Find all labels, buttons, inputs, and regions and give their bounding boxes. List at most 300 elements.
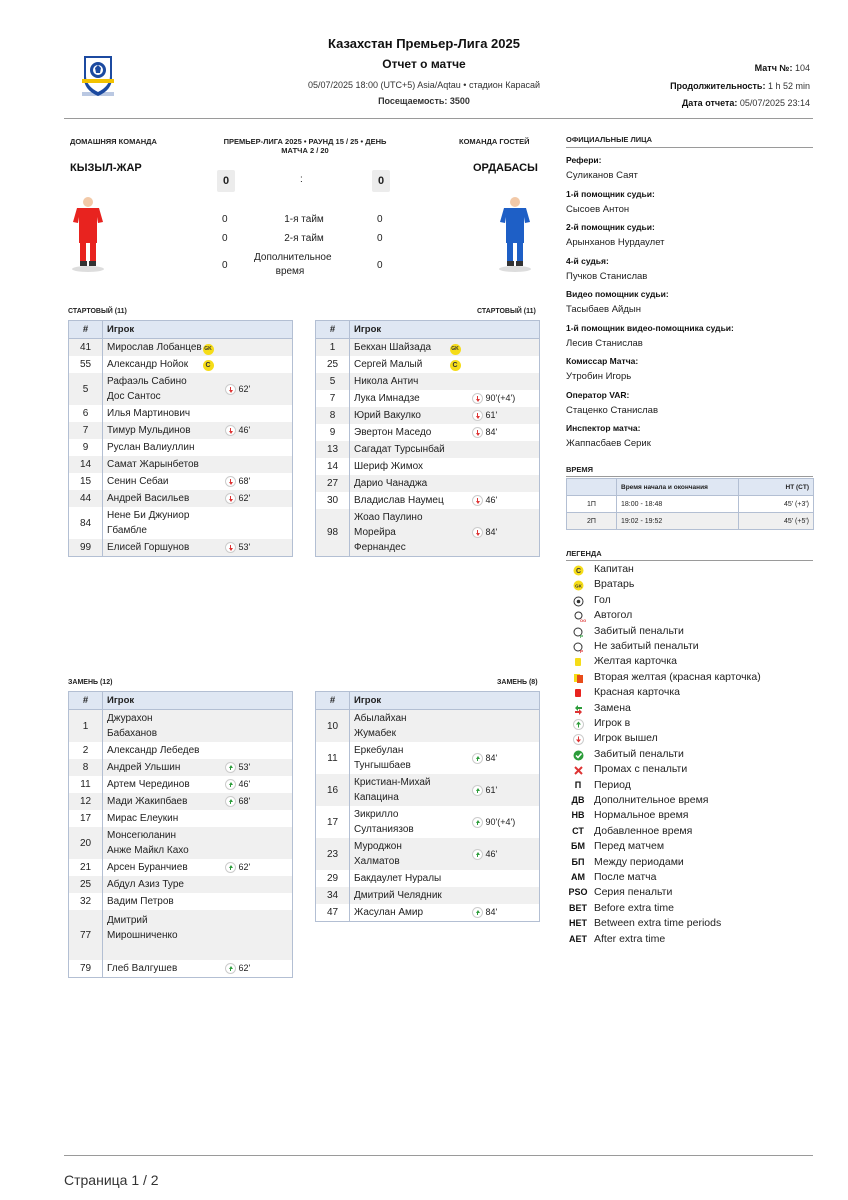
player-row <box>69 356 293 373</box>
captain-icon: C <box>450 360 461 371</box>
player-out-icon <box>472 495 483 506</box>
match-number: Матч №: 104 <box>754 63 810 73</box>
player-row <box>69 893 293 910</box>
player-in-icon <box>568 719 588 732</box>
legend-label: Промах с пенальти <box>594 763 688 776</box>
player-name: Елисей Горшунов <box>103 539 203 557</box>
player-row <box>69 422 293 439</box>
player-row <box>69 876 293 893</box>
legend-abbr: П <box>574 779 582 790</box>
player-in-icon <box>225 779 236 790</box>
player-name: Андрей Васильев <box>103 490 203 507</box>
player-name: Кристиан-Михай Капацина <box>350 774 450 806</box>
player-number: 5 <box>69 373 103 405</box>
legend-abbr: БМ <box>571 841 585 852</box>
player-number: 9 <box>69 439 103 456</box>
officials-divider <box>566 147 813 148</box>
report-title: Отчет о матче <box>382 57 466 71</box>
p1-home: 0 <box>222 214 228 225</box>
player-in-icon <box>225 796 236 807</box>
legend-list <box>566 563 813 953</box>
legend-label: Забитый пенальти <box>594 624 684 637</box>
player-number: 30 <box>316 492 350 509</box>
legend-label: Добавленное время <box>594 824 693 837</box>
player-out-icon <box>225 425 236 436</box>
goalkeeper-icon <box>568 580 588 593</box>
player-number: 14 <box>69 456 103 473</box>
player-number: 16 <box>316 774 350 806</box>
red-card-icon <box>568 688 588 701</box>
p2-home: 0 <box>222 233 228 244</box>
player-row <box>316 424 540 441</box>
player-number: 6 <box>69 405 103 422</box>
player-name: Юрий Вакулко <box>350 407 450 424</box>
event-minute: 46' <box>485 848 498 859</box>
player-name: Абдул Азиз Туре <box>103 876 203 893</box>
player-out-icon <box>472 410 483 421</box>
home-kit-icon <box>70 195 106 273</box>
player-name: Александр Нойок <box>107 359 189 370</box>
player-number: 2 <box>69 742 103 759</box>
player-in-icon <box>225 762 236 773</box>
time-period: 2П <box>567 513 617 530</box>
player-in-icon <box>472 907 483 918</box>
player-row <box>69 960 293 978</box>
player-number: 8 <box>69 759 103 776</box>
legend-label: Капитан <box>594 563 634 575</box>
player-in-icon <box>472 753 483 764</box>
event-minute: 84' <box>485 427 498 437</box>
legend-abbr: АМ <box>571 872 585 882</box>
player-name: Глеб Валгушев <box>103 960 203 978</box>
player-number: 47 <box>316 904 350 922</box>
legend-label: Before extra time <box>594 901 674 914</box>
player-name: Сагадат Турсынбай <box>350 441 450 458</box>
player-name: Тимур Мульдинов <box>103 422 203 439</box>
legend-title: ЛЕГЕНДА <box>566 549 602 558</box>
svg-text:C: C <box>575 568 581 575</box>
time-range: 18:00 - 18:48 <box>617 496 739 513</box>
player-row <box>69 827 293 859</box>
player-name: Лука Имнадзе <box>354 393 420 404</box>
player-row <box>69 810 293 827</box>
p2-label: 2-я тайм <box>284 233 324 244</box>
player-row <box>316 356 540 373</box>
player-name: Дмитрий Челядник <box>350 887 450 904</box>
captain-icon <box>568 565 588 578</box>
official-role: Инспектор матча: <box>566 423 641 433</box>
event-minute: 84' <box>485 752 498 763</box>
away-team-name: ОРДАБАСЫ <box>473 162 538 174</box>
event-minute: 46' <box>238 779 251 789</box>
legend-abbr: BET <box>569 902 587 913</box>
player-number: 79 <box>69 960 103 978</box>
home-start-title: СТАРТОВЫЙ (11) <box>68 308 127 315</box>
player-name: Артем Черединов <box>107 779 190 790</box>
official-role: Оператор VAR: <box>566 389 630 400</box>
player-row <box>69 910 293 960</box>
p1-label: 1-я тайм <box>284 214 324 225</box>
legend-label: Гол <box>594 593 611 606</box>
time-col-range: Время начала и окончания <box>617 479 739 496</box>
player-row <box>69 710 293 743</box>
time-ht: 45' (+3') <box>739 496 814 513</box>
player-name: Илья Мартинович <box>107 408 191 419</box>
player-row <box>316 774 540 806</box>
player-name: Зикрилло Султаниязов <box>354 809 414 835</box>
player-name: Жасулан Амир <box>350 904 450 922</box>
player-number: 12 <box>69 793 103 810</box>
time-period: 1П <box>567 496 617 513</box>
official-name: Стаценко Станислав <box>566 404 659 416</box>
player-row <box>69 507 293 539</box>
official-role: 4-й судья: <box>566 255 609 266</box>
player-row <box>316 475 540 492</box>
player-name: Андрей Ульшин <box>103 759 203 776</box>
legend-label: Нормальное время <box>594 809 689 822</box>
legend-label: Замена <box>594 701 631 714</box>
player-row <box>316 407 540 424</box>
event-minute: 46' <box>238 425 251 435</box>
official-role: 1-й помощник судьи: <box>566 188 655 199</box>
goal-icon <box>568 596 588 609</box>
player-row <box>316 509 540 557</box>
legend-label: Вратарь <box>594 578 635 591</box>
league-title: Казахстан Премьер-Лига 2025 <box>328 36 520 51</box>
player-row <box>69 405 293 422</box>
home-caption: ДОМАШНЯЯ КОМАНДА <box>70 137 157 146</box>
player-name: Мади Жакипбаев <box>103 793 203 810</box>
player-number: 55 <box>69 356 103 373</box>
legend-label: Серия пенальти <box>594 886 673 899</box>
player-name: Муроджон Халматов <box>350 838 450 870</box>
player-number: 7 <box>316 390 350 407</box>
official-name: Тасыбаев Айдын <box>566 304 641 315</box>
player-name: Сенин Себаи <box>107 476 169 487</box>
home-substitutes-table <box>68 691 293 978</box>
home-sub-title: ЗАМЕНЬ (12) <box>68 679 113 686</box>
away-start-title: СТАРТОВЫЙ (11) <box>477 308 536 315</box>
player-name: Владислав Наумец <box>354 495 444 506</box>
official-name: Пучков Станислав <box>566 270 648 282</box>
player-row <box>69 373 293 405</box>
player-row <box>69 742 293 759</box>
svg-text:OG: OG <box>579 618 586 624</box>
legend-label: Желтая карточка <box>594 655 678 668</box>
player-row <box>69 759 293 776</box>
player-row <box>316 373 540 390</box>
player-name: Рафаэль Сабино Дос Сантос <box>103 373 203 405</box>
player-row <box>316 887 540 904</box>
player-name: Бакдаулет Нуралы <box>354 873 442 884</box>
official-name: Суликанов Саят <box>566 170 638 181</box>
event-minute: 62' <box>238 493 251 503</box>
legend-label: Автогол <box>594 609 633 622</box>
player-number: 34 <box>316 887 350 904</box>
player-row <box>316 458 540 475</box>
player-out-icon <box>225 542 236 553</box>
goalkeeper-icon: GK <box>203 344 214 355</box>
player-number: 10 <box>316 710 350 743</box>
et-home: 0 <box>222 260 228 271</box>
player-number: 8 <box>316 407 350 424</box>
player-number: 1 <box>316 339 350 357</box>
player-out-icon <box>568 734 588 747</box>
col-player: Игрок <box>103 321 293 339</box>
captain-icon: C <box>203 360 214 371</box>
svg-text:GK: GK <box>574 583 582 589</box>
event-minute: 46' <box>485 495 498 505</box>
player-number: 15 <box>69 473 103 490</box>
player-row <box>69 339 293 357</box>
time-divider <box>566 476 813 477</box>
legend-label: Забитый пенальти <box>594 747 684 760</box>
second-yellow-icon <box>568 673 588 686</box>
player-row <box>69 473 293 490</box>
player-number: 44 <box>69 490 103 507</box>
player-number: 11 <box>316 742 350 774</box>
official-name: Арынханов Нурдаулет <box>566 237 665 248</box>
player-row <box>316 441 540 458</box>
player-number: 21 <box>69 859 103 876</box>
player-name: Джурахон Бабаханов <box>103 710 203 743</box>
player-row <box>69 490 293 507</box>
legend-label: Между периодами <box>594 855 684 868</box>
et-label: Дополнительное время <box>254 252 332 277</box>
official-role: Видео помощник судьи: <box>566 289 669 299</box>
event-minute: 68' <box>238 476 251 486</box>
player-number: 23 <box>316 838 350 870</box>
away-substitutes-table <box>315 691 540 922</box>
legend-abbr: AET <box>569 933 587 944</box>
player-row <box>69 793 293 810</box>
player-row <box>316 742 540 774</box>
time-title: ВРЕМЯ <box>566 465 594 474</box>
player-name: Сергей Малый <box>354 359 423 370</box>
legend-abbr: HET <box>569 918 587 929</box>
player-name: Еркебулан Тунгышбаев <box>354 745 411 771</box>
shootout-scored-icon <box>568 750 588 763</box>
event-minute: 90'(+4') <box>485 393 516 403</box>
svg-text:P: P <box>579 633 583 639</box>
player-name: Мирослав Лобанцев <box>103 339 203 357</box>
player-number: 17 <box>316 806 350 838</box>
player-number: 1 <box>69 710 103 743</box>
player-number: 25 <box>316 356 350 373</box>
player-name: Нене Би Джуниор Гбамбле <box>107 510 190 536</box>
player-name: Шериф Жимох <box>354 461 424 472</box>
player-number: 13 <box>316 441 350 458</box>
player-row <box>316 492 540 509</box>
away-sub-title: ЗАМЕНЬ (8) <box>497 679 538 686</box>
player-name: Монсегюланин Анже Майкл Кахо <box>103 827 203 859</box>
player-number: 32 <box>69 893 103 910</box>
home-starting-lineup-table <box>68 320 293 557</box>
shootout-missed-icon <box>568 765 588 778</box>
event-minute: 62' <box>238 963 251 973</box>
officials-title: ОФИЦИАЛЬНЫЕ ЛИЦА <box>566 135 653 144</box>
player-in-icon <box>225 862 236 873</box>
legend-label: Дополнительное время <box>594 794 709 806</box>
player-row <box>69 776 293 793</box>
player-name: Александр Лебедев <box>107 745 200 756</box>
away-starting-lineup-table <box>315 320 540 557</box>
player-row <box>316 904 540 922</box>
player-name: Дарио Чанаджа <box>350 475 450 492</box>
col-player: Игрок <box>350 321 540 339</box>
report-date: Дата отчета: 05/07/2025 23:14 <box>681 98 810 108</box>
legend-abbr: СТ <box>572 825 584 836</box>
player-number: 77 <box>69 910 103 960</box>
official-role: 2-й помощник судьи: <box>566 222 655 232</box>
away-caption: КОМАНДА ГОСТЕЙ <box>459 137 530 146</box>
legend-divider <box>566 560 813 561</box>
legend-abbr: ДВ <box>571 795 585 805</box>
player-name: Дмитрий Мирошниченко <box>103 910 203 960</box>
player-row <box>316 838 540 870</box>
player-row <box>69 539 293 557</box>
home-team-name: КЫЗЫЛ-ЖАР <box>70 162 142 174</box>
event-minute: 68' <box>238 796 251 806</box>
player-row <box>316 806 540 838</box>
col-player: Игрок <box>350 692 540 710</box>
player-name: Руслан Валиуллин <box>107 442 195 453</box>
player-number: 7 <box>69 422 103 439</box>
player-in-icon <box>472 817 483 828</box>
player-number: 20 <box>69 827 103 859</box>
official-role: 1-й помощник видео-помощника судьи: <box>566 322 734 333</box>
player-row <box>69 859 293 876</box>
player-out-icon <box>225 493 236 504</box>
legend-label: Перед матчем <box>594 840 665 853</box>
legend-abbr: PSO <box>568 887 588 898</box>
col-number: # <box>69 692 103 710</box>
col-number: # <box>316 321 350 339</box>
col-player: Игрок <box>103 692 293 710</box>
event-minute: 62' <box>238 383 251 394</box>
legend-label: После матча <box>594 871 657 883</box>
event-minute: 61' <box>485 784 498 795</box>
player-row <box>69 439 293 456</box>
legend-abbr: БП <box>571 856 585 867</box>
player-name: Эвертон Маседо <box>354 427 432 438</box>
player-number: 84 <box>69 507 103 539</box>
legend-label: Период <box>594 778 631 791</box>
page-number: Страница 1 / 2 <box>64 1172 159 1188</box>
legend-label: Игрок в <box>594 717 631 729</box>
player-in-icon <box>225 963 236 974</box>
event-minute: 53' <box>238 762 251 772</box>
legend-abbr: НВ <box>571 810 585 821</box>
round-info: ПРЕМЬЕР-ЛИГА 2025 • РАУНД 15 / 25 • ДЕНЬ МАТЧА 2 / 20 <box>223 137 387 155</box>
player-out-icon <box>472 427 483 438</box>
player-row <box>316 390 540 407</box>
official-name: Утробин Игорь <box>566 371 632 382</box>
player-in-icon <box>472 785 483 796</box>
substitution-icon <box>568 704 588 717</box>
player-number: 5 <box>316 373 350 390</box>
player-row <box>316 339 540 357</box>
player-number: 27 <box>316 475 350 492</box>
player-name: Арсен Буранчиев <box>107 862 188 873</box>
legend-label: Вторая желтая (красная карточка) <box>594 670 761 683</box>
col-number: # <box>69 321 103 339</box>
official-name: Сысоев Антон <box>566 203 630 215</box>
event-minute: 84' <box>485 907 498 917</box>
player-number: 99 <box>69 539 103 557</box>
player-number: 98 <box>316 509 350 557</box>
player-number: 41 <box>69 339 103 357</box>
official-name: Лесив Станислав <box>566 337 643 349</box>
player-name: Мирас Елеукин <box>107 813 179 824</box>
player-number: 11 <box>69 776 103 793</box>
time-ht: 45' (+5') <box>739 513 814 530</box>
player-name: Вадим Петров <box>107 896 174 907</box>
home-score: 0 <box>217 170 235 192</box>
goalkeeper-icon: GK <box>450 344 461 355</box>
header-divider <box>64 118 813 119</box>
player-out-icon <box>472 393 483 404</box>
datetime-venue: 05/07/2025 18:00 (UTC+5) Asia/Aqtau • стадион Карасай <box>307 80 541 90</box>
player-number: 14 <box>316 458 350 475</box>
event-minute: 53' <box>238 542 251 552</box>
legend-label: Красная карточка <box>594 686 680 699</box>
player-name: Жоао Паулино Морейра Фернандес <box>350 509 450 557</box>
player-row <box>316 870 540 887</box>
player-number: 25 <box>69 876 103 893</box>
legend-label: Не забитый пенальти <box>594 640 699 652</box>
attendance: Посещаемость: 3500 <box>378 96 470 106</box>
official-name: Жаппасбаев Серик <box>566 438 651 449</box>
legend-label: After extra time <box>594 932 666 945</box>
yellow-card-icon <box>568 657 588 670</box>
p1-away: 0 <box>377 214 383 225</box>
et-away: 0 <box>377 260 383 271</box>
col-number: # <box>316 692 350 710</box>
penalty-scored-icon <box>568 627 588 640</box>
player-number: 9 <box>316 424 350 441</box>
footer-divider <box>64 1155 813 1156</box>
player-name: Абылайхан Жумабек <box>350 710 450 743</box>
away-score: 0 <box>372 170 390 192</box>
time-col-ht: HT (CT) <box>739 479 814 496</box>
score-separator: : <box>300 174 303 185</box>
event-minute: 84' <box>485 527 498 537</box>
player-row <box>316 710 540 743</box>
player-name: Никола Антич <box>350 373 450 390</box>
time-range: 19:02 - 19:52 <box>617 513 739 530</box>
player-name: Бекхан Шайзада <box>350 339 450 357</box>
legend-label: Between extra time periods <box>594 917 722 930</box>
official-role: Рефери: <box>566 155 602 165</box>
legend-label: Игрок вышел <box>594 732 658 745</box>
player-in-icon <box>472 849 483 860</box>
event-minute: 62' <box>238 862 251 872</box>
player-out-icon <box>472 527 483 538</box>
player-name: Самат Жарынбетов <box>103 456 203 473</box>
time-table <box>566 478 814 530</box>
svg-text:P: P <box>579 649 583 654</box>
player-out-icon <box>225 384 236 395</box>
own-goal-icon <box>568 611 588 624</box>
player-number: 17 <box>69 810 103 827</box>
event-minute: 61' <box>485 410 498 420</box>
official-role: Комиссар Матча: <box>566 356 639 366</box>
match-duration: Продолжительность: 1 h 52 min <box>670 81 810 91</box>
event-minute: 90'(+4') <box>485 816 516 827</box>
p2-away: 0 <box>377 233 383 244</box>
player-number: 29 <box>316 870 350 887</box>
